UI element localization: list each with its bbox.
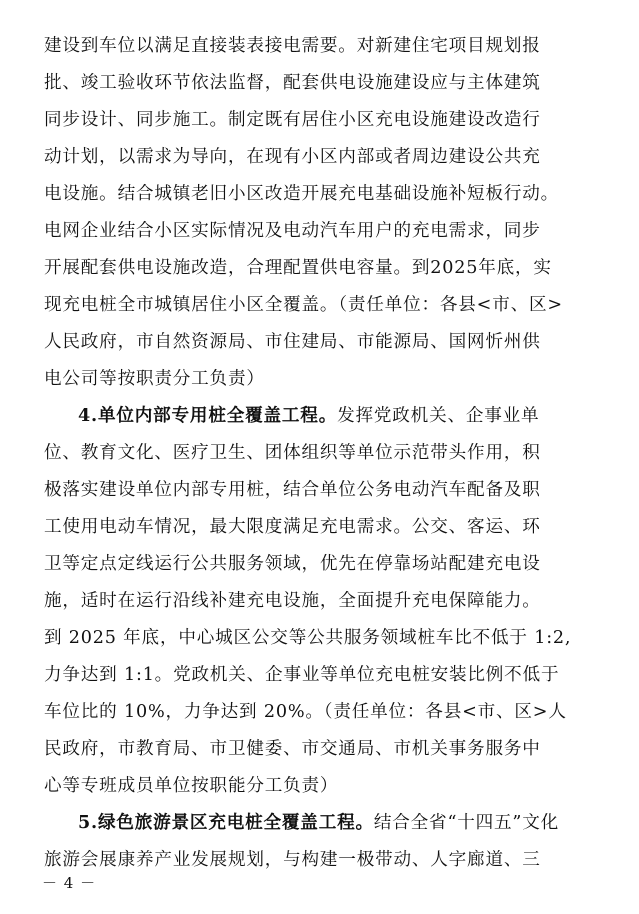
section-5-heading: 5.绿色旅游景区充电桩全覆盖工程。 <box>78 812 374 833</box>
section-4-line: 极落实建设单位内部专用桩，结合单位公务电动汽车配备及职 <box>44 480 541 500</box>
paragraph-line: 现充电桩全市城镇居住小区全覆盖。（责任单位：各县<市、区> <box>44 295 563 315</box>
section-4-line: 车位比的 10%，力争达到 20%。（责任单位：各县<市、区>人 <box>44 702 567 722</box>
paragraph-line: 建设到车位以满足直接装表接电需要。对新建住宅项目规划报 <box>44 36 541 56</box>
section-4-line: 位、教育文化、医疗卫生、团体组织等单位示范带头作用，积 <box>44 443 541 463</box>
section-5-first-line-text: 结合全省“十四五”文化 <box>373 813 560 833</box>
paragraph-line: 电设施。结合城镇老旧小区改造开展充电基础设施补短板行动。 <box>44 184 560 204</box>
section-4-line: 民政府，市教育局、市卫健委、市交通局、市机关事务服务中 <box>44 739 541 759</box>
paragraph-line: 电公司等按职责分工负责） <box>44 369 265 389</box>
section-4-line: 力争达到 1:1。党政机关、企事业等单位充电桩安装比例不低于 <box>44 665 560 685</box>
section-5-line: 旅游会展康养产业发展规划，与构建一极带动、人字廊道、三 <box>44 850 541 870</box>
paragraph-line: 开展配套供电设施改造，合理配置供电容量。到2025年底，实 <box>44 258 552 278</box>
section-4-line: 心等专班成员单位按职能分工负责） <box>44 776 339 796</box>
section-4-line: 到 2025 年底，中心城区公交等公共服务领域桩车比不低于 1:2, <box>44 628 572 648</box>
paragraph-line: 电网企业结合小区实际情况及电动汽车用户的充电需求，同步 <box>44 221 541 241</box>
section-5-first-line <box>78 808 600 838</box>
paragraph-line: 动计划，以需求为导向，在现有小区内部或者周边建设公共充 <box>44 147 541 167</box>
section-4-first-line <box>78 401 600 431</box>
paragraph-line: 批、竣工验收环节依法监督，配套供电设施建设应与主体建筑 <box>44 73 541 93</box>
page-number: － 4 － <box>42 874 97 892</box>
paragraph-line: 同步设计、同步施工。制定既有居住小区充电设施建设改造行 <box>44 110 541 130</box>
section-4-first-line-text: 发挥党政机关、企事业单 <box>337 406 540 426</box>
section-4-line: 卫等定点定线运行公共服务领域，优先在停靠场站配建充电设 <box>44 554 541 574</box>
section-4-line: 施，适时在运行沿线补建充电设施，全面提升充电保障能力。 <box>44 591 541 611</box>
paragraph-line: 人民政府，市自然资源局、市住建局、市能源局、国网忻州供 <box>44 332 541 352</box>
section-4-heading: 4.单位内部专用桩全覆盖工程。 <box>78 405 338 426</box>
section-4-line: 工使用电动车情况，最大限度满足充电需求。公交、客运、环 <box>44 517 541 537</box>
